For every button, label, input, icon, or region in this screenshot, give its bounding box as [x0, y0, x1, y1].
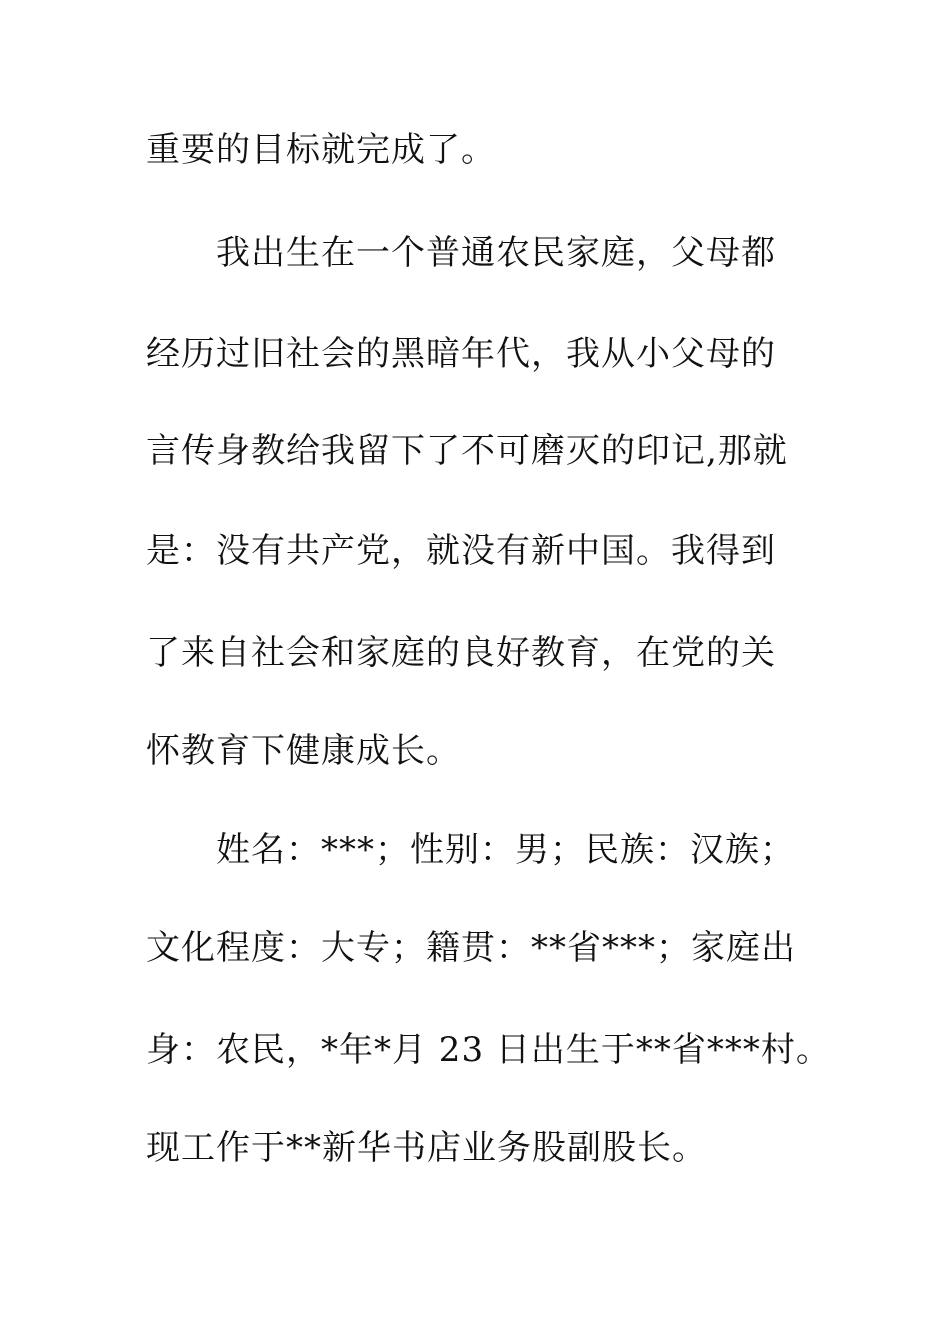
text-line: 言传身教给我留下了不可磨灭的印记,那就 — [146, 431, 788, 471]
text-line: 现工作于**新华书店业务股副股长。 — [146, 1128, 707, 1168]
text-line: 文化程度：大专；籍贯：**省***；家庭出 — [146, 928, 796, 968]
text-line: 我出生在一个普通农民家庭，父母都 — [216, 233, 776, 273]
text-line: 怀教育下健康成长。 — [146, 731, 461, 771]
text-line: 了来自社会和家庭的良好教育，在党的关 — [146, 633, 776, 673]
text-line: 姓名：***；性别：男；民族：汉族； — [216, 830, 795, 870]
text-line: 身：农民，*年*月 23 日出生于**省***村。 — [146, 1030, 831, 1070]
text-line: 重要的目标就完成了。 — [146, 130, 496, 170]
text-line: 是：没有共产党，就没有新中国。我得到 — [146, 531, 776, 571]
text-line: 经历过旧社会的黑暗年代，我从小父母的 — [146, 334, 776, 374]
